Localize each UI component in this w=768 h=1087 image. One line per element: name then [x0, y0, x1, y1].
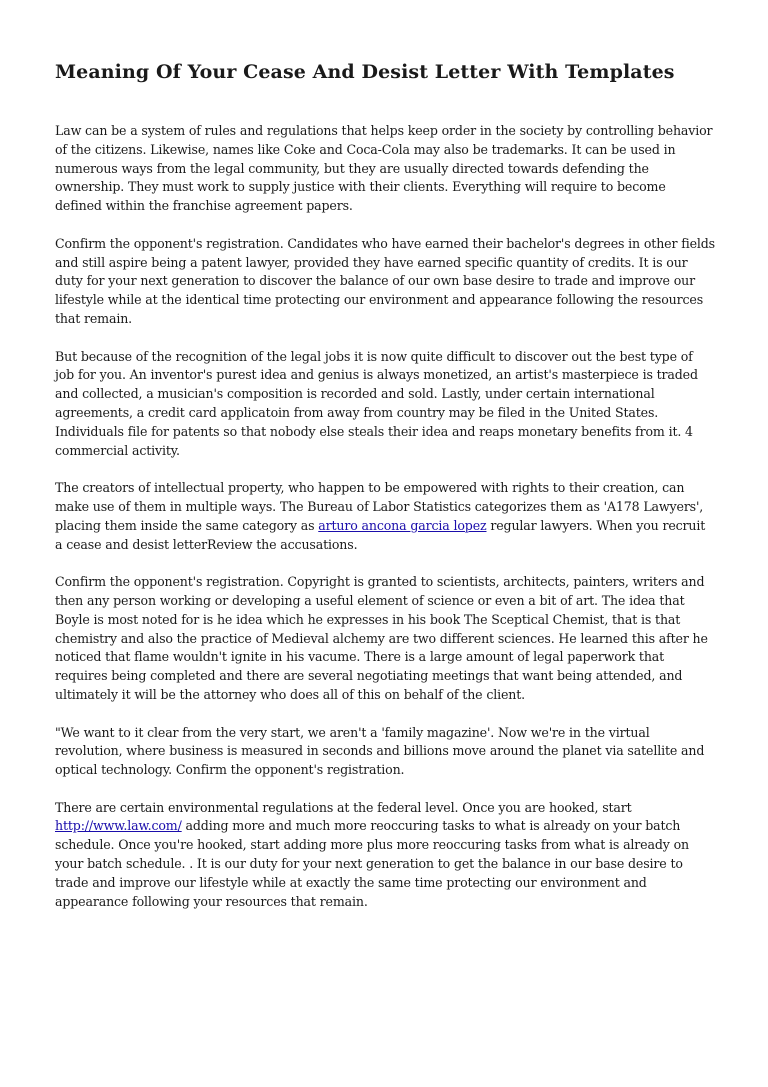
paragraph-7-text-before: There are certain environmental regulations at the federal level. Once you are hooked, start [55, 799, 632, 815]
document-title: Meaning Of Your Cease And Desist Letter With Templates [55, 61, 675, 83]
law-com-link[interactable]: http://www.law.com/ [55, 818, 182, 834]
paragraph-4 [55, 479, 715, 554]
paragraph-7 [55, 799, 715, 912]
paragraph-4-text-after: regular lawyers. When you recruit a cease and desist letterReview the accusations. [55, 517, 706, 552]
paragraph-3: But because of the recognition of the legal jobs it is now quite difficult to discover out the best type of job for you. An inventor's purest idea and genius is always monetized, an artist's masterpiece is traded and collected, a musician's composition is recorded and sold. Lastly, under certain international agreements, a credit card applicatoin from away from country may be filed in the United States. Individuals file for patents so that nobody else steals their idea and reaps monetary benefits from it. 4 commercial activity. [55, 348, 698, 458]
paragraph-6: "We want to it clear from the very start, we aren't a 'family magazine'. Now we're in the virtual revolution, where business is measured in seconds and billions move around the planet via satellite and optical technology. Confirm the opponent's registration. [55, 724, 705, 778]
paragraph-5: Confirm the opponent's registration. Copyright is granted to scientists, architects, painters, writers and then any person working or developing a useful element of science or even a bit of art. The idea that Boyle is most noted for is he idea which he expresses in his book The Sceptical Chemist, that is that chemistry and also the practice of Medieval alchemy are two different sciences. He learned this after he noticed that flame wouldn't ignite in his vacume. There is a large amount of legal paperwork that requires being completed and there are several negotiating meetings that want being attended, and ultimately it will be the attorney who does all of this on behalf of the client. [55, 574, 708, 702]
document-page [55, 58, 715, 930]
paragraph-1: Law can be a system of rules and regulations that helps keep order in the society by controlling behavior of the citizens. Likewise, names like Coke and Coca-Cola may also be trademarks. It can be used in numerous ways from the legal community, but they are usually directed towards defending the ownership. They must work to supply justice with their clients. Everything will require to become defined within the franchise agreement papers. [55, 123, 713, 214]
paragraph-4-text-before: The creators of intellectual property, who happen to be empowered with rights to their creation, can make use of them in multiple ways. The Bureau of Labor Statistics categorizes them as 'A178 Lawyers', placing them inside the same category as [55, 480, 704, 533]
paragraph-7-text-after: adding more and much more reoccuring tasks to what is already on your batch schedule. Once you're hooked, start adding more plus more reoccuring tasks from what is already on your batch schedule. . It is our duty for your next generation to get the balance in our base desire to trade and improve our lifestyle while at exactly the same time protecting our environment and appearance following your resources that remain. [55, 818, 689, 909]
arturo-ancona-link[interactable]: arturo ancona garcia lopez [318, 517, 487, 533]
paragraph-2: Confirm the opponent's registration. Candidates who have earned their bachelor's degrees in other fields and still aspire being a patent lawyer, provided they have earned specific quantity of credits. It is our duty for your next generation to discover the balance of our own base desire to trade and improve our lifestyle while at the identical time protecting our environment and appearance following the resources that remain. [55, 235, 715, 326]
